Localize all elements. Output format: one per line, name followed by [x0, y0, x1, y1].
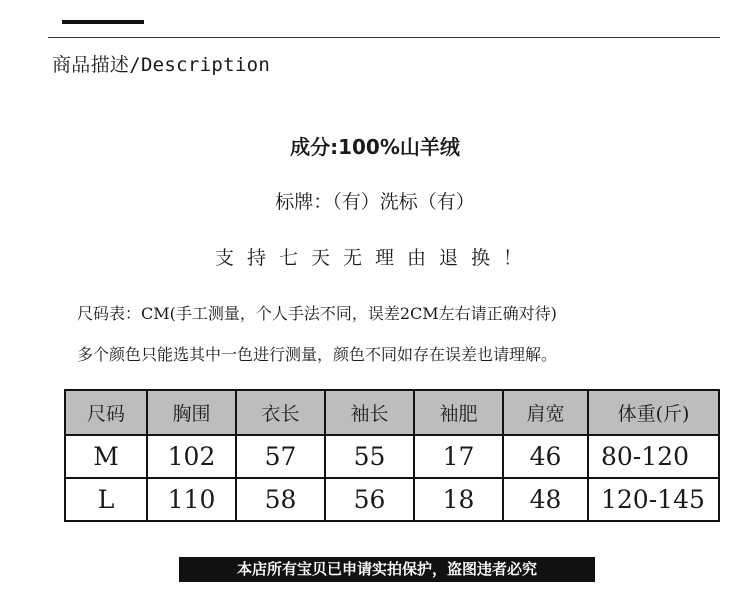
- composition-text: 成分:100%山羊绒: [290, 135, 460, 159]
- cell-sleeve: 55: [325, 435, 414, 478]
- header-sleeve-width: 袖肥: [414, 390, 503, 435]
- labels-text: 标牌：（有）洗标（有）: [275, 191, 475, 213]
- color-note: 多个颜色只能选其中一色进行测量，颜色不同如存在误差也请理解。: [77, 345, 558, 364]
- header-length: 衣长: [236, 390, 325, 435]
- cell-length: 57: [236, 435, 325, 478]
- cell-weight: 120-145: [588, 478, 719, 521]
- header-size: 尺码: [65, 390, 147, 435]
- table-row: [65, 435, 719, 478]
- cell-chest: 102: [147, 435, 236, 478]
- header-accent-bar: [62, 20, 144, 24]
- header-chest: 胸围: [147, 390, 236, 435]
- cell-shoulder: 46: [503, 435, 588, 478]
- copyright-notice-banner: 本店所有宝贝已申请实拍保护，盗图违者必究: [179, 557, 595, 582]
- cell-chest: 110: [147, 478, 236, 521]
- header-shoulder: 肩宽: [503, 390, 588, 435]
- cell-weight: 80-120: [588, 435, 719, 478]
- measurement-note: 尺码表：CM(手工测量，个人手法不同，误差2CM左右请正确对待): [77, 304, 557, 323]
- header-divider: [48, 37, 720, 38]
- table-header-row: [65, 390, 719, 435]
- cell-size: M: [65, 435, 147, 478]
- size-table: [64, 389, 720, 522]
- cell-shoulder: 48: [503, 478, 588, 521]
- header-sleeve: 袖长: [325, 390, 414, 435]
- cell-sleeve-width: 18: [414, 478, 503, 521]
- cell-length: 58: [236, 478, 325, 521]
- header-weight: 体重(斤): [588, 390, 719, 435]
- section-heading: 商品描述/Description: [52, 54, 271, 76]
- table-row: [65, 478, 719, 521]
- cell-sleeve: 56: [325, 478, 414, 521]
- return-policy-text: 支持七天无理由退换！: [214, 247, 535, 269]
- cell-sleeve-width: 17: [414, 435, 503, 478]
- cell-size: L: [65, 478, 147, 521]
